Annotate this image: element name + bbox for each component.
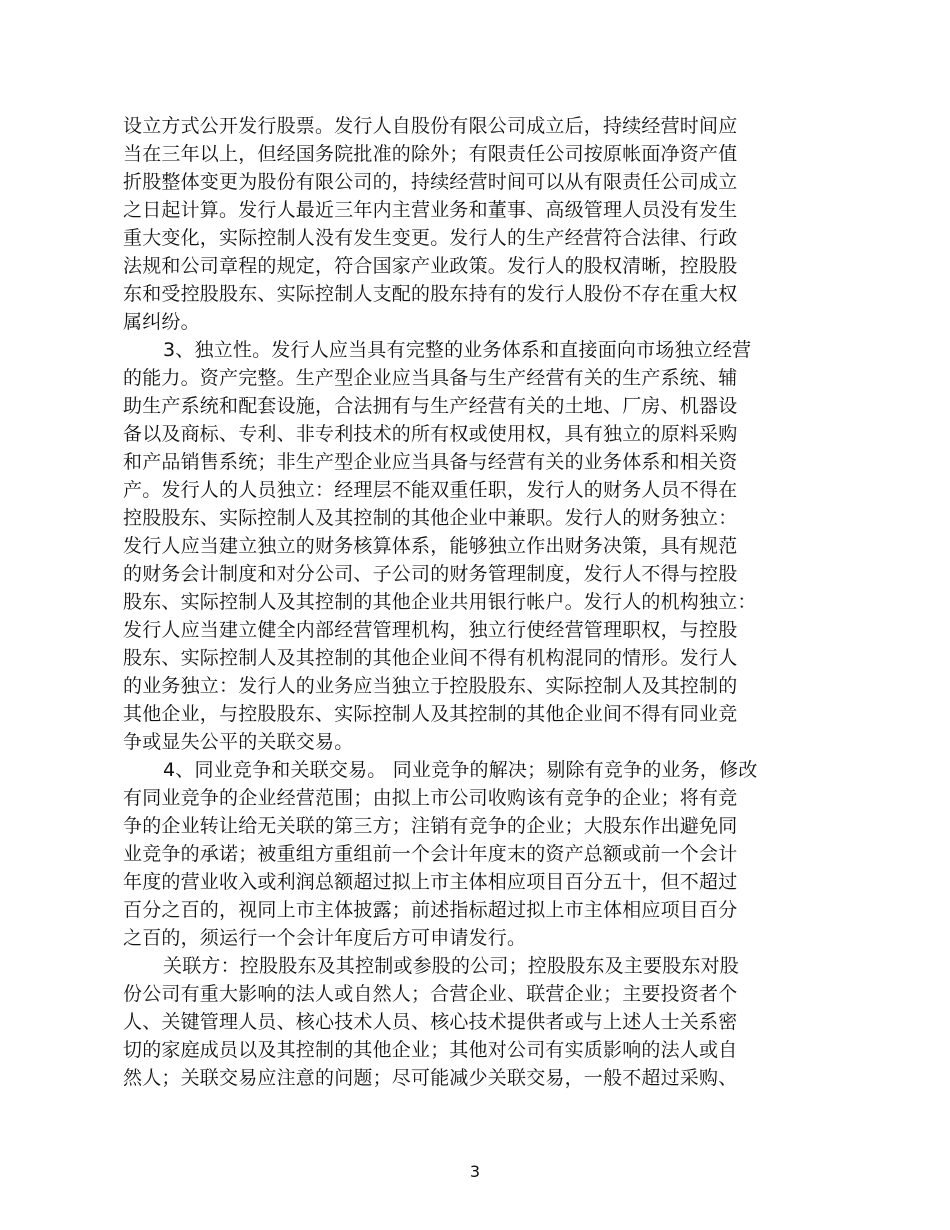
document-body bbox=[123, 112, 813, 1092]
text-line: 切的家庭成员以及其控制的其他企业；其他对公司有实质影响的法人或自 bbox=[123, 1039, 738, 1061]
text-line: 之日起计算。发行人最近三年内主营业务和董事、高级管理人员没有发生 bbox=[123, 199, 738, 221]
text-line: 百分之百的，视同上市主体披露；前述指标超过拟上市主体相应项目百分 bbox=[123, 899, 738, 921]
text-line: 重大变化，实际控制人没有发生变更。发行人的生产经营符合法律、行政 bbox=[123, 227, 738, 249]
text-line: 年度的营业收入或利润总额超过拟上市主体相应项目百分五十，但不超过 bbox=[123, 871, 738, 893]
text-line: 4、同业竞争和关联交易。 同业竞争的解决；剔除有竞争的业务，修改 bbox=[163, 759, 758, 781]
text-line: 折股整体变更为股份有限公司的，持续经营时间可以从有限责任公司成立 bbox=[123, 171, 738, 193]
text-line: 股东、实际控制人及其控制的其他企业间不得有机构混同的情形。发行人 bbox=[123, 647, 738, 669]
text-line: 然人；关联交易应注意的问题；尽可能减少关联交易，一般不超过采购、 bbox=[123, 1067, 738, 1089]
text-line: 的财务会计制度和对分公司、子公司的财务管理制度，发行人不得与控股 bbox=[123, 563, 738, 585]
text-line: 份公司有重大影响的法人或自然人；合营企业、联营企业；主要投资者个 bbox=[123, 983, 738, 1005]
paragraph bbox=[123, 112, 813, 336]
text-line: 法规和公司章程的规定，符合国家产业政策。发行人的股权清晰，控股股 bbox=[123, 255, 738, 277]
text-line: 之百的，须运行一个会计年度后方可申请发行。 bbox=[123, 927, 527, 949]
text-line: 的业务独立：发行人的业务应当独立于控股股东、实际控制人及其控制的 bbox=[123, 675, 738, 697]
paragraph bbox=[123, 952, 813, 1092]
text-line: 的能力。资产完整。生产型企业应当具备与生产经营有关的生产系统、辅 bbox=[123, 367, 738, 389]
text-line: 东和受控股股东、实际控制人支配的股东持有的发行人股份不存在重大权 bbox=[123, 283, 738, 305]
text-line: 人、关键管理人员、核心技术人员、核心技术提供者或与上述人士关系密 bbox=[123, 1011, 738, 1033]
text-line: 助生产系统和配套设施，合法拥有与生产经营有关的土地、厂房、机器设 bbox=[123, 395, 738, 417]
text-line: 控股股东、实际控制人及其控制的其他企业中兼职。发行人的财务独立： bbox=[123, 507, 738, 529]
text-line: 业竞争的承诺；被重组方重组前一个会计年度末的资产总额或前一个会计 bbox=[123, 843, 738, 865]
text-line: 其他企业，与控股股东、实际控制人及其控制的其他企业间不得有同业竞 bbox=[123, 703, 738, 725]
text-line: 发行人应当建立健全内部经营管理机构，独立行使经营管理职权，与控股 bbox=[123, 619, 738, 641]
page-number: 3 bbox=[469, 1162, 481, 1181]
text-line: 属纠纷。 bbox=[123, 311, 200, 333]
text-line: 争的企业转让给无关联的第三方；注销有竞争的企业；大股东作出避免同 bbox=[123, 815, 738, 837]
text-line: 和产品销售系统；非生产型企业应当具备与经营有关的业务体系和相关资 bbox=[123, 451, 738, 473]
text-line: 关联方：控股股东及其控制或参股的公司；控股股东及主要股东对股 bbox=[163, 955, 740, 977]
text-line: 发行人应当建立独立的财务核算体系，能够独立作出财务决策，具有规范 bbox=[123, 535, 738, 557]
text-line: 备以及商标、专利、非专利技术的所有权或使用权，具有独立的原料采购 bbox=[123, 423, 738, 445]
paragraph bbox=[123, 336, 813, 756]
text-line: 设立方式公开发行股票。发行人自股份有限公司成立后，持续经营时间应 bbox=[123, 115, 738, 137]
text-line: 争或显失公平的关联交易。 bbox=[123, 731, 354, 753]
paragraph bbox=[123, 756, 813, 952]
text-line: 股东、实际控制人及其控制的其他企业共用银行帐户。发行人的机构独立： bbox=[123, 591, 757, 613]
text-line: 当在三年以上，但经国务院批准的除外；有限责任公司按原帐面净资产值 bbox=[123, 143, 738, 165]
text-line: 3、独立性。发行人应当具有完整的业务体系和直接面向市场独立经营 bbox=[163, 339, 752, 361]
text-line: 产。发行人的人员独立：经理层不能双重任职，发行人的财务人员不得在 bbox=[123, 479, 738, 501]
text-line: 有同业竞争的企业经营范围；由拟上市公司收购该有竞争的企业；将有竞 bbox=[123, 787, 738, 809]
